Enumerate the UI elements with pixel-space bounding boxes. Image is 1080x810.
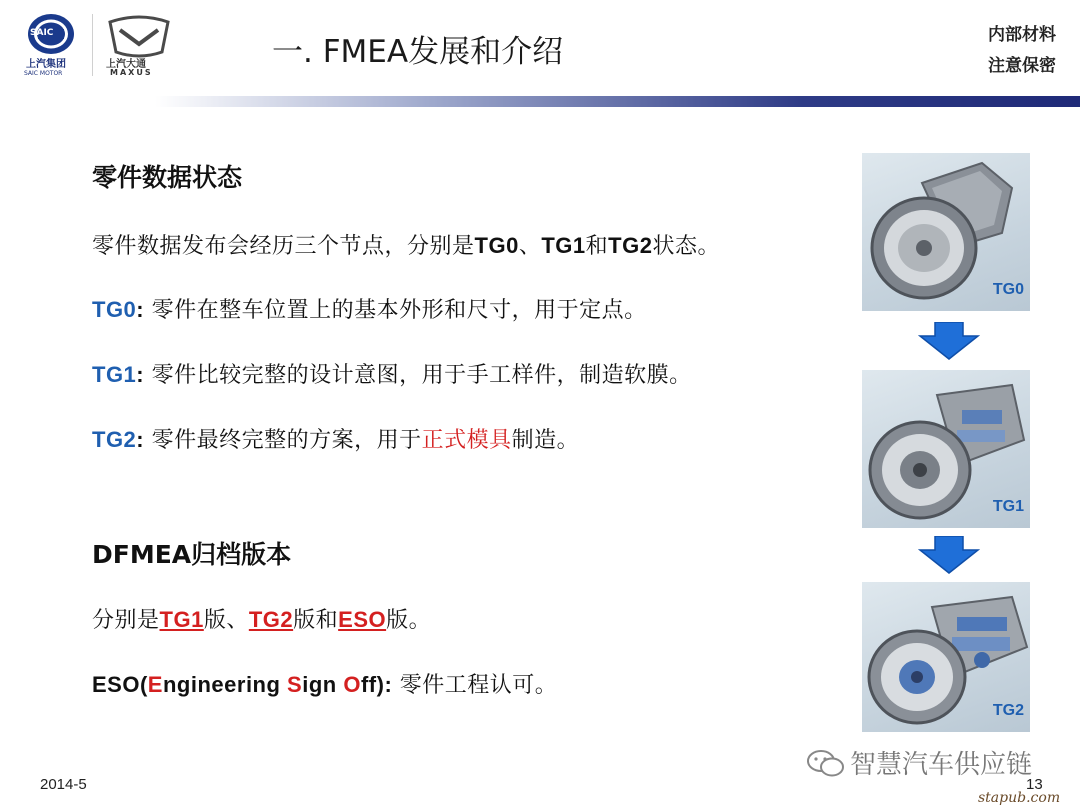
intro-tg1: TG1: [541, 233, 586, 258]
tg1-colon: :: [136, 362, 145, 387]
maxus-cn-name: 上汽大通: [106, 59, 146, 70]
eso-letter-s: S: [287, 672, 303, 697]
section-heading-dfmea: DFMEA归档版本: [92, 540, 292, 569]
versions-line: [92, 603, 431, 634]
tg2-colon: :: [136, 427, 145, 452]
confidential-line-1: 内部材料: [988, 25, 1056, 45]
intro-tg0: TG0: [474, 233, 519, 258]
page-title: 一. FMEA发展和介绍: [272, 34, 564, 70]
gearbox-tg0-label: TG0: [992, 281, 1024, 298]
intro-and: 和: [585, 234, 609, 259]
gearbox-tg2-label: TG2: [992, 702, 1024, 719]
eso-description: 零件工程认可。: [399, 673, 558, 698]
version-eso: ESO: [338, 607, 387, 632]
maxus-en-name: MAXUS: [110, 68, 153, 77]
tg1-label: TG1: [92, 362, 137, 387]
tg2-label: TG2: [92, 427, 137, 452]
gearbox-tg0-image: [862, 153, 1030, 311]
versions-ban3: 版。: [386, 608, 432, 633]
tg0-description: 零件在整车位置上的基本外形和尺寸，用于定点。: [151, 298, 647, 323]
saic-cn-name: 上汽集团: [26, 59, 66, 70]
saic-badge-text: SAIC: [30, 28, 54, 38]
confidential-label: [988, 20, 1056, 82]
eso-open: ESO(: [92, 672, 148, 697]
tg2-description-b: 制造。: [511, 428, 580, 453]
wechat-icon: [806, 748, 846, 778]
gearbox-tg1-image: [862, 370, 1030, 528]
intro-prefix: 零件数据发布会经历三个节点，分别是: [92, 234, 475, 259]
intro-tg2: TG2: [608, 233, 653, 258]
tg2-emphasis: 正式模具: [421, 428, 512, 453]
header-gradient-bar: [155, 96, 1080, 107]
down-arrow-icon: [918, 536, 980, 574]
versions-prefix: 分别是: [92, 608, 160, 633]
tg0-colon: :: [136, 297, 145, 322]
site-watermark: stapub.com: [978, 790, 1061, 806]
section-heading-part-data: 零件数据状态: [92, 163, 243, 192]
footer-date: 2014-5: [40, 776, 87, 793]
tg0-line: [92, 293, 647, 324]
version-tg2: TG2: [248, 607, 294, 632]
down-arrow-icon: [918, 322, 980, 360]
tg2-description-a: 零件最终完整的方案，用于: [151, 428, 422, 453]
gearbox-tg1-label: TG1: [992, 498, 1024, 515]
intro-sep: 、: [518, 234, 542, 259]
intro-suffix: 状态。: [652, 234, 720, 259]
page-number: 13: [1026, 776, 1043, 793]
version-tg1: TG1: [159, 607, 204, 632]
tg1-description: 零件比较完整的设计意图，用于手工样件，制造软膜。: [151, 363, 692, 388]
saic-en-name: SAIC MOTOR: [24, 70, 63, 77]
gearbox-tg2-image: [862, 582, 1030, 732]
tg2-line: [92, 423, 579, 454]
watermark-text: 智慧汽车供应链: [850, 750, 1033, 780]
intro-paragraph: [92, 229, 720, 260]
eso-ngineering: ngineering: [162, 672, 288, 697]
eso-letter-e: E: [147, 672, 163, 697]
eso-letter-o: O: [343, 672, 361, 697]
eso-ign: ign: [302, 672, 344, 697]
versions-ban1: 版、: [203, 608, 249, 633]
versions-ban2: 版和: [293, 608, 339, 633]
tg0-label: TG0: [92, 297, 137, 322]
confidential-line-2: 注意保密: [988, 56, 1056, 76]
logo-divider: [92, 14, 93, 76]
tg1-line: [92, 358, 692, 389]
eso-ff: ff):: [360, 672, 393, 697]
eso-line: [92, 668, 557, 699]
